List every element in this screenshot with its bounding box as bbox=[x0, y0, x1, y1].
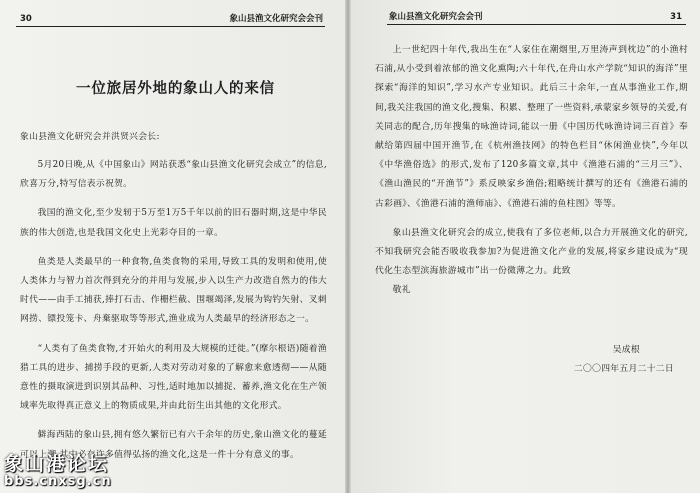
letter-paragraph-2: 我国的渔文化,至少发轫于5万至1万5千年以前的旧石器时期,这是中华民族的伟大创造,也是我国文化史上光彩夺目的一章。 bbox=[20, 208, 327, 238]
right-header-rule bbox=[387, 24, 686, 25]
letter-paragraph-7: 象山县渔文化研究会的成立,使我有了多位老师,以合力开展渔文化的研究,不知我研究会能否吸收我参加?为促进渔文化产业的发展,将家乡建设成为“现代化生态型滨海旅游城市”出一份微薄之力。此致 bbox=[375, 227, 688, 277]
letter-paragraph-1: 5月20日晚,从《中国象山》网站获悉“象山县渔文化研究会成立”的信息,欣喜万分,特写信表示祝贺。 bbox=[20, 160, 327, 190]
right-running-head bbox=[369, 10, 690, 22]
right-body-text bbox=[369, 41, 690, 379]
article-title: 一位旅居外地的象山人的来信 bbox=[76, 81, 275, 97]
letter-paragraph-6: 上一世纪四十年代,我出生在“人家住在潮烟里,万里涛声到枕边”的小渔村石浦,从小受到着浓郁的渔文化熏陶;六十年代,在舟山水产学院“知识的海洋”里探索“海洋的知识”,学习水产专业知识。此后三十余年,一直从事渔业工作,期间,我关注我国的渔文化,搜集、积累、整理了一些资料,承蒙家乡领导的关爱,有关同志的配合,历年搜集的咏渔诗词,能以一册《中国历代咏渔诗词三百首》奉献给第四届中国开渔节,在《杭州渔技网》的特色栏目“休闲渔业快”,今年以《中华渔俗选》的形式,发布了120多篇文章,其中《渔港石浦的“三月三”》、《渔山渔民的“开渔节”》系反映家乡渔俗;粗略统计撰写的还有《渔港石浦的古彩画》、《渔港石浦的渔师庙》、《渔港石浦的鱼柱图》等等。 bbox=[375, 45, 688, 209]
watermark-url: bbs.cnxsg.cn bbox=[4, 474, 112, 489]
letter-paragraph-4: “人类有了鱼类食物,才开始火的利用及大规模的迁徙。”(摩尔根语)随着渔猎工具的进步、捕捞手段的更新,人类对劳动对象的了解愈来愈透彻——从随意性的摄取演进到识别其品种、习性,适时地加以捕捉、蓄养,渔文化在生产领域率先取得真正意义上的物质成果,并由此衍生出其他的文化形式。 bbox=[20, 343, 327, 412]
letter-paragraph-5: 僻海西陆的象山县,拥有悠久繁衍已有六千余年的历史,象山渔文化的蔓延可以上溯,其中必存许多值得弘扬的渔文化,这是一件十分有意义的事。 bbox=[20, 430, 327, 460]
right-journal-name: 象山县渔文化研究会会刊 bbox=[389, 12, 483, 22]
left-page-number: 30 bbox=[20, 14, 32, 24]
letter-signature: 吴成根 bbox=[612, 344, 640, 355]
left-running-head bbox=[10, 12, 331, 24]
left-body-text bbox=[10, 128, 331, 465]
right-page-number: 31 bbox=[670, 12, 682, 22]
watermark-site-name: 象山港论坛 bbox=[4, 453, 110, 475]
forum-watermark bbox=[4, 454, 112, 489]
left-header-rule bbox=[16, 26, 325, 27]
left-page bbox=[0, 0, 345, 493]
right-page bbox=[351, 0, 700, 493]
letter-salutation: 象山县渔文化研究会并洪贤兴会长: bbox=[20, 132, 160, 142]
letter-paragraph-3: 鱼类是人类最早的一种食物,鱼类食物的采用,导致工具的发明和使用,使人类体力与智力首次得到充分的并用与发展,步入以生产力改造自然力的伟大时代——由手工捕获,捧打石击、作栅栏截、围堰竭泽,发展为钩钓矢射、叉刺网捞、镖投笼卡、舟棄驱取等等形式,渔业成为人类最早的经济形态之一。 bbox=[20, 256, 327, 325]
letter-date: 二〇〇四年五月二十二日 bbox=[573, 363, 674, 374]
left-journal-name: 象山县渔文化研究会会刊 bbox=[229, 14, 323, 24]
letter-closing: 敬礼 bbox=[392, 285, 411, 296]
